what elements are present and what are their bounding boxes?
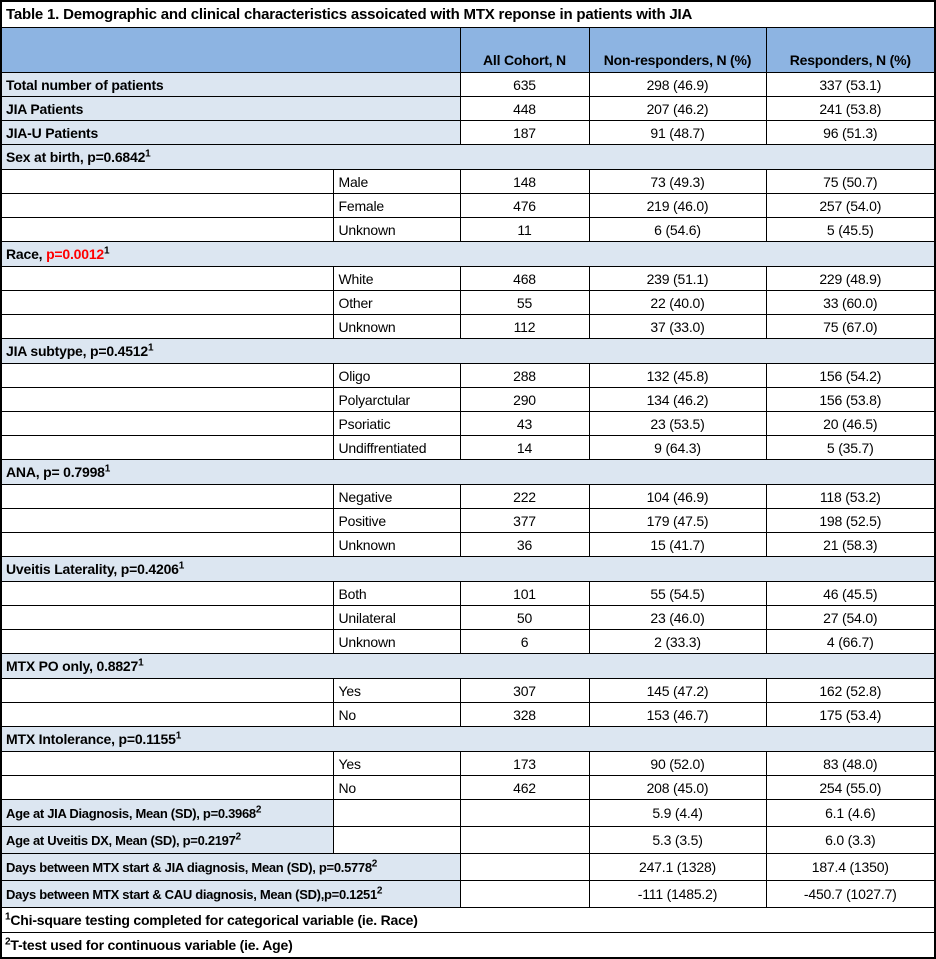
cell-all-cohort bbox=[460, 854, 589, 881]
table-row bbox=[1, 752, 935, 776]
footnote-marker: 1 bbox=[145, 148, 151, 160]
section-header bbox=[1, 654, 935, 679]
cell-non-responders: 37 (33.0) bbox=[589, 315, 766, 339]
row-sublabel: Yes bbox=[333, 679, 460, 703]
footnote-marker: 2 bbox=[255, 804, 262, 816]
cell-responders: 96 (51.3) bbox=[766, 121, 935, 145]
row-label: Total number of patients bbox=[1, 73, 460, 97]
cell-all-cohort: 307 bbox=[460, 679, 589, 703]
footnote-marker: 2 bbox=[376, 885, 383, 897]
table-row bbox=[1, 315, 935, 339]
table-row bbox=[1, 73, 935, 97]
header-non-responders: Non-responders, N (%) bbox=[589, 28, 766, 73]
table-row bbox=[1, 630, 935, 654]
section-label: JIA subtype, p=0.4512 bbox=[6, 343, 148, 359]
cell-responders: 156 (54.2) bbox=[766, 364, 935, 388]
cell-non-responders: 219 (46.0) bbox=[589, 194, 766, 218]
header-responders: Responders, N (%) bbox=[766, 28, 935, 73]
table-row bbox=[1, 533, 935, 557]
cell-all-cohort: 222 bbox=[460, 485, 589, 509]
header-empty-cell bbox=[1, 28, 460, 73]
table-row bbox=[1, 194, 935, 218]
cell-non-responders: 55 (54.5) bbox=[589, 582, 766, 606]
row-indent-cell bbox=[1, 364, 333, 388]
cell-all-cohort bbox=[460, 827, 589, 854]
cell-responders: 118 (53.2) bbox=[766, 485, 935, 509]
table-row bbox=[1, 364, 935, 388]
row-indent-cell bbox=[1, 194, 333, 218]
footnote-marker: 1 bbox=[147, 342, 154, 354]
cell-non-responders: 298 (46.9) bbox=[589, 73, 766, 97]
cell-non-responders: 9 (64.3) bbox=[589, 436, 766, 460]
row-sublabel: Undiffrentiated bbox=[333, 436, 460, 460]
cell-all-cohort: 377 bbox=[460, 509, 589, 533]
cell-non-responders: 104 (46.9) bbox=[589, 485, 766, 509]
cell-responders: 27 (54.0) bbox=[766, 606, 935, 630]
cell-responders: 198 (52.5) bbox=[766, 509, 935, 533]
cell-responders: 75 (67.0) bbox=[766, 315, 935, 339]
section-header bbox=[1, 727, 935, 752]
row-indent-cell bbox=[1, 533, 333, 557]
row-sublabel: White bbox=[333, 267, 460, 291]
cell-all-cohort: 288 bbox=[460, 364, 589, 388]
row-indent-cell bbox=[333, 827, 460, 854]
cell-non-responders: 247.1 (1328) bbox=[589, 854, 766, 881]
table-row bbox=[1, 97, 935, 121]
row-indent-cell bbox=[1, 388, 333, 412]
header-all-cohort: All Cohort, N bbox=[460, 28, 589, 73]
row-label bbox=[1, 800, 333, 827]
table-row bbox=[1, 218, 935, 242]
cell-all-cohort: 50 bbox=[460, 606, 589, 630]
cell-responders: -450.7 (1027.7) bbox=[766, 881, 935, 908]
cell-responders: 337 (53.1) bbox=[766, 73, 935, 97]
cell-all-cohort bbox=[460, 881, 589, 908]
row-indent-cell bbox=[1, 679, 333, 703]
section-header bbox=[1, 460, 935, 485]
row-label bbox=[1, 881, 460, 908]
footnote-marker: 1 bbox=[5, 911, 11, 923]
row-indent-cell bbox=[1, 485, 333, 509]
cell-non-responders: 208 (45.0) bbox=[589, 776, 766, 800]
cell-non-responders: 134 (46.2) bbox=[589, 388, 766, 412]
table-row bbox=[1, 679, 935, 703]
cell-non-responders: 132 (45.8) bbox=[589, 364, 766, 388]
row-indent-cell bbox=[1, 606, 333, 630]
cell-all-cohort: 476 bbox=[460, 194, 589, 218]
row-label: JIA-U Patients bbox=[1, 121, 460, 145]
cell-responders: 33 (60.0) bbox=[766, 291, 935, 315]
cell-all-cohort: 187 bbox=[460, 121, 589, 145]
footnote-text: Chi-square testing completed for categorical variable (ie. Race) bbox=[10, 912, 418, 928]
footnote-row bbox=[1, 908, 935, 933]
row-indent-cell bbox=[1, 752, 333, 776]
cell-responders: 46 (45.5) bbox=[766, 582, 935, 606]
row-sublabel: Oligo bbox=[333, 364, 460, 388]
row-sublabel: Yes bbox=[333, 752, 460, 776]
cell-all-cohort: 101 bbox=[460, 582, 589, 606]
cell-responders: 83 (48.0) bbox=[766, 752, 935, 776]
table-row bbox=[1, 291, 935, 315]
row-sublabel: Unknown bbox=[333, 630, 460, 654]
table-row bbox=[1, 582, 935, 606]
cell-non-responders: 207 (46.2) bbox=[589, 97, 766, 121]
footnote-marker: 1 bbox=[178, 560, 185, 572]
cell-non-responders: 23 (46.0) bbox=[589, 606, 766, 630]
row-sublabel: Unknown bbox=[333, 218, 460, 242]
row-indent-cell bbox=[1, 703, 333, 727]
row-label-text: Days between MTX start & JIA diagnosis, Mean (SD), p=0.5778 bbox=[6, 859, 372, 875]
section-header bbox=[1, 339, 935, 364]
row-label-text: Age at JIA Diagnosis, Mean (SD), p=0.3968 bbox=[6, 805, 256, 821]
table-row bbox=[1, 121, 935, 145]
footnote-marker: 2 bbox=[235, 831, 241, 843]
table-row bbox=[1, 170, 935, 194]
cell-all-cohort: 55 bbox=[460, 291, 589, 315]
table-row bbox=[1, 436, 935, 460]
cell-all-cohort: 468 bbox=[460, 267, 589, 291]
section-header bbox=[1, 242, 935, 267]
table-row bbox=[1, 854, 935, 881]
table-header-row bbox=[1, 28, 935, 73]
table-row bbox=[1, 606, 935, 630]
cell-non-responders: 2 (33.3) bbox=[589, 630, 766, 654]
row-label: JIA Patients bbox=[1, 97, 460, 121]
footnote bbox=[1, 933, 935, 959]
table-row bbox=[1, 485, 935, 509]
cell-non-responders: 145 (47.2) bbox=[589, 679, 766, 703]
cell-responders: 156 (53.8) bbox=[766, 388, 935, 412]
cell-responders: 21 (58.3) bbox=[766, 533, 935, 557]
cell-all-cohort: 635 bbox=[460, 73, 589, 97]
table-row bbox=[1, 509, 935, 533]
cell-responders: 162 (52.8) bbox=[766, 679, 935, 703]
row-indent-cell bbox=[1, 412, 333, 436]
table-row bbox=[1, 557, 935, 582]
table-row bbox=[1, 727, 935, 752]
section-header bbox=[1, 557, 935, 582]
cell-responders: 187.4 (1350) bbox=[766, 854, 935, 881]
cell-all-cohort: 173 bbox=[460, 752, 589, 776]
row-sublabel: Other bbox=[333, 291, 460, 315]
cell-responders: 257 (54.0) bbox=[766, 194, 935, 218]
cell-all-cohort: 462 bbox=[460, 776, 589, 800]
table-body bbox=[1, 1, 935, 958]
table-row bbox=[1, 654, 935, 679]
footnote-row bbox=[1, 933, 935, 959]
section-label: Race, bbox=[6, 246, 47, 262]
row-sublabel: Polyarctular bbox=[333, 388, 460, 412]
cell-all-cohort: 328 bbox=[460, 703, 589, 727]
cell-non-responders: 5.3 (3.5) bbox=[589, 827, 766, 854]
cell-all-cohort: 290 bbox=[460, 388, 589, 412]
section-label: MTX Intolerance, p=0.1155 bbox=[6, 731, 176, 747]
table-row bbox=[1, 827, 935, 854]
table-row bbox=[1, 776, 935, 800]
row-sublabel: Male bbox=[333, 170, 460, 194]
cell-non-responders: 6 (54.6) bbox=[589, 218, 766, 242]
row-indent-cell bbox=[1, 582, 333, 606]
row-label bbox=[1, 827, 333, 854]
row-indent-cell bbox=[1, 267, 333, 291]
cell-all-cohort: 11 bbox=[460, 218, 589, 242]
row-sublabel: No bbox=[333, 776, 460, 800]
row-sublabel: Psoriatic bbox=[333, 412, 460, 436]
row-indent-cell bbox=[1, 509, 333, 533]
row-indent-cell bbox=[1, 315, 333, 339]
cell-non-responders: 5.9 (4.4) bbox=[589, 800, 766, 827]
row-sublabel: Both bbox=[333, 582, 460, 606]
cell-responders: 6.0 (3.3) bbox=[766, 827, 935, 854]
section-label: MTX PO only, 0.8827 bbox=[6, 658, 139, 674]
cell-all-cohort: 36 bbox=[460, 533, 589, 557]
cell-non-responders: 73 (49.3) bbox=[589, 170, 766, 194]
cell-non-responders: 22 (40.0) bbox=[589, 291, 766, 315]
footnote-marker: 1 bbox=[104, 463, 111, 475]
row-sublabel: Female bbox=[333, 194, 460, 218]
cell-non-responders: 15 (41.7) bbox=[589, 533, 766, 557]
table-row bbox=[1, 881, 935, 908]
cell-non-responders: 179 (47.5) bbox=[589, 509, 766, 533]
footnote-marker: 1 bbox=[138, 657, 144, 669]
cell-responders: 5 (45.5) bbox=[766, 218, 935, 242]
row-sublabel: Unknown bbox=[333, 533, 460, 557]
cell-responders: 175 (53.4) bbox=[766, 703, 935, 727]
footnote-marker: 1 bbox=[104, 245, 110, 257]
cell-responders: 4 (66.7) bbox=[766, 630, 935, 654]
table-row bbox=[1, 460, 935, 485]
cell-non-responders: 239 (51.1) bbox=[589, 267, 766, 291]
row-indent-cell bbox=[1, 436, 333, 460]
section-label: ANA, p= 0.7998 bbox=[6, 464, 105, 480]
table-row bbox=[1, 339, 935, 364]
row-indent-cell bbox=[1, 630, 333, 654]
table-row bbox=[1, 412, 935, 436]
table-row bbox=[1, 242, 935, 267]
table-row bbox=[1, 388, 935, 412]
table-row bbox=[1, 703, 935, 727]
row-sublabel: Unilateral bbox=[333, 606, 460, 630]
cell-all-cohort bbox=[460, 800, 589, 827]
cell-responders: 75 (50.7) bbox=[766, 170, 935, 194]
table-title: Table 1. Demographic and clinical characteristics assoicated with MTX reponse in patients with JIA bbox=[1, 1, 935, 28]
table-row bbox=[1, 145, 935, 170]
row-indent-cell bbox=[1, 170, 333, 194]
footnote-text: T-test used for continuous variable (ie. Age) bbox=[10, 937, 293, 953]
cell-non-responders: -111 (1485.2) bbox=[589, 881, 766, 908]
row-indent-cell bbox=[1, 776, 333, 800]
cell-responders: 5 (35.7) bbox=[766, 436, 935, 460]
row-indent-cell bbox=[333, 800, 460, 827]
cell-all-cohort: 148 bbox=[460, 170, 589, 194]
section-label: Uveitis Laterality, p=0.4206 bbox=[6, 561, 179, 577]
table-row bbox=[1, 800, 935, 827]
table-title-row bbox=[1, 1, 935, 28]
section-header bbox=[1, 145, 935, 170]
cell-responders: 241 (53.8) bbox=[766, 97, 935, 121]
cell-all-cohort: 14 bbox=[460, 436, 589, 460]
row-label bbox=[1, 854, 460, 881]
cell-non-responders: 91 (48.7) bbox=[589, 121, 766, 145]
cell-all-cohort: 6 bbox=[460, 630, 589, 654]
footnote bbox=[1, 908, 935, 933]
row-sublabel: Unknown bbox=[333, 315, 460, 339]
cell-all-cohort: 112 bbox=[460, 315, 589, 339]
cell-responders: 6.1 (4.6) bbox=[766, 800, 935, 827]
section-label: Sex at birth, p=0.6842 bbox=[6, 149, 146, 165]
row-indent-cell bbox=[1, 218, 333, 242]
row-sublabel: Positive bbox=[333, 509, 460, 533]
row-sublabel: No bbox=[333, 703, 460, 727]
footnote-marker: 2 bbox=[5, 936, 11, 948]
cell-responders: 20 (46.5) bbox=[766, 412, 935, 436]
cell-all-cohort: 43 bbox=[460, 412, 589, 436]
p-value-highlighted: p=0.0012 bbox=[46, 246, 105, 262]
cell-responders: 229 (48.9) bbox=[766, 267, 935, 291]
row-indent-cell bbox=[1, 291, 333, 315]
row-label-text: Days between MTX start & CAU diagnosis, Mean (SD),p=0.1251 bbox=[6, 886, 377, 902]
footnote-marker: 1 bbox=[175, 730, 182, 742]
cell-all-cohort: 448 bbox=[460, 97, 589, 121]
cell-responders: 254 (55.0) bbox=[766, 776, 935, 800]
table-row bbox=[1, 267, 935, 291]
cell-non-responders: 90 (52.0) bbox=[589, 752, 766, 776]
cell-non-responders: 23 (53.5) bbox=[589, 412, 766, 436]
row-sublabel: Negative bbox=[333, 485, 460, 509]
cell-non-responders: 153 (46.7) bbox=[589, 703, 766, 727]
row-label-text: Age at Uveitis DX, Mean (SD), p=0.2197 bbox=[6, 832, 236, 848]
footnote-marker: 2 bbox=[371, 858, 378, 870]
